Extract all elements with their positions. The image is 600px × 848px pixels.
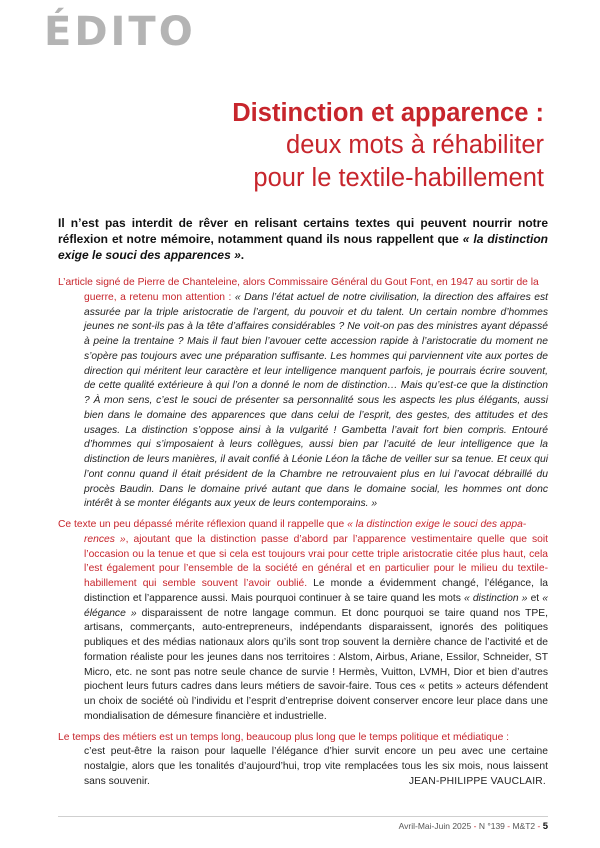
lead-text: Il n’est pas interdit de rêver en relisant certains textes qui peuvent nourrir notre réflexion et notre mémoire, notamment quand ils nous rappellent que xyxy=(58,216,548,246)
article-body xyxy=(58,276,548,796)
paragraph-1-body xyxy=(58,291,548,512)
lead-end: . xyxy=(240,248,245,262)
page-number: 5 xyxy=(542,821,548,832)
paragraph-3-text: c’est peut-être la raison pour laquelle l’élégance d’hier survit encore un peu avec une certaine nostalgie, alors que les tonalités d’aujourd’hui, trop vite remplacées tous les six mois, nous laissent sans souvenir. xyxy=(84,746,548,787)
footer-magazine: M&T2 xyxy=(512,821,536,831)
paragraph-2-body xyxy=(58,533,548,725)
footer-separator-2: - xyxy=(504,821,513,831)
word-distinction: « distinction » xyxy=(463,592,528,604)
paragraph-2-text-b: et xyxy=(527,592,543,604)
paragraph-2 xyxy=(58,518,548,725)
title-sub-line-2: pour le textile-habillement xyxy=(253,164,544,192)
footer-date: Avril-Mai-Juin 2025 xyxy=(398,821,472,831)
paragraph-1-quote: « Dans l’état actuel de notre civilisation, la direction des affaires est assurée par la triple aristocratie de l’argent, du pouvoir et du talent. Un certain nombre d’hommes jeunes ne sont-ils pas à la tête d’affaires considérables ? Ne voit-on pas des ministres ayant dépassé à peine la trentaine ? Mais il faut bien l’avouer cette accession rapide à l’aristocratie du moment ne s’opère pas toujours avec une préparation suffisante. Les hommes qui parviennent vite aux portes de direction qui méritent leur caractère et leur intelligence manquent parfois, je pourrais écrire souvent, de cette qualité extérieure à qui l’on a donné le nom de distinction… Mais qu’est-ce que la distinction ? À mon sens, c’est le souci de présenter sa personnalité sous les aspects les plus élégants, aussi bien dans le domaine des apparences que dans celui de l’esprit, des gestes, des attitudes et des usages. La distinction s’oppose ainsi à la vulgarité ! Gambetta l’avait fort bien compris. Entouré d’hommes qui s’imposaient à leurs collègues, aussi bien par l’acuité de leur intelligence que la distinction de leurs manières, il avait confié à Léonie Léon la tâche de veiller sur sa tenue. Et ceux qui l’ont connu quand il était président de la Chambre ne retrouvaient plus en lui l’avocat débraillé du procès Baudin. Dans le domaine privé autant que dans le domaine social, les hommes ont donc intérêt à se monter élégants aux yeux de leurs contemporains. » xyxy=(84,291,548,510)
paragraph-1-intro: guerre, a retenu mon attention : xyxy=(84,291,235,303)
paragraph-1-first-line: L’article signé de Pierre de Chanteleine, alors Commissaire Général du Gout Font, en 1947 au sortir de la xyxy=(58,277,539,288)
paragraph-1 xyxy=(58,276,548,512)
article-title xyxy=(232,98,544,195)
footer-issue: N °139 xyxy=(478,821,505,831)
paragraph-2-first-line xyxy=(58,519,526,530)
footer-divider xyxy=(58,816,548,817)
paragraph-2-lead: Ce texte un peu dépassé mérite réflexion quand il rappelle que xyxy=(58,519,348,530)
paragraph-2-text-c: disparaissent de notre langage commun. Et donc pourquoi se taire quand nos TPE, artisans, commerçants, auto-entrepreneurs, indépendants disparaissent, ignorés des politiques publiques et des médias nationaux alors qu’ils sont trop souvent la dernière chance de l’activité et de formation réaliste pour les jeunes dans nos territoires : Alstom, Airbus, Ariane, Essilor, Schneider, ST Micro, etc. ne sont pas notre seule chance de survie ! Hermès, Vuitton, LVMH, Dior et bien d’autres piochent leurs futurs cadres dans leurs métiers de savoir-faire. Tous ces « petits » acteurs défendent un choix de société où l’individu et l’esprit d’entreprise doivent conserver encore leur place dans une mondialisation de démesure financière et industrielle. xyxy=(84,607,548,722)
author-signature: JEAN-PHILIPPE VAUCLAIR. xyxy=(408,775,546,787)
paragraph-3-body xyxy=(58,745,548,789)
paragraph-3 xyxy=(58,731,548,790)
paragraph-3-first-line: Le temps des métiers est un temps long, beaucoup plus long que le temps politique et médiatique : xyxy=(58,731,510,743)
title-sub-line-1: deux mots à réhabiliter xyxy=(286,131,544,159)
paragraph-2-text-a: Le monde a évidemment changé, l’élégance, la distinction et l’apparence aussi. Mais pourquoi continuer à se taire quand les mots xyxy=(84,578,548,604)
paragraph-2-quote-end: rences » xyxy=(84,533,126,545)
paragraph-2-red-text: , ajoutant que la distinction passe d’abord par l’apparence vestimentaire quelle que soit l’occasion ou la tenue et que si cela est toujours vrai pour cette triple aristocratie citée plus haut, cela l’est également pour l’ensemble de la société en général et en particulier pour le milieu du textile-habillement qui semble souvent l’avoir oublié. xyxy=(84,533,548,589)
section-label: ÉDITO xyxy=(44,9,196,55)
footer-separator-3: - xyxy=(535,821,543,831)
footer-separator-1: - xyxy=(471,821,479,831)
page-footer xyxy=(399,821,548,832)
title-main: Distinction et apparence : xyxy=(232,99,544,127)
lead-paragraph xyxy=(58,215,548,263)
lead-quote: « la distinction exige le souci des apparences » xyxy=(58,232,549,262)
paragraph-2-quote: « la distinction exige le souci des appa- xyxy=(347,519,527,530)
word-elegance: « élégance » xyxy=(84,592,549,619)
